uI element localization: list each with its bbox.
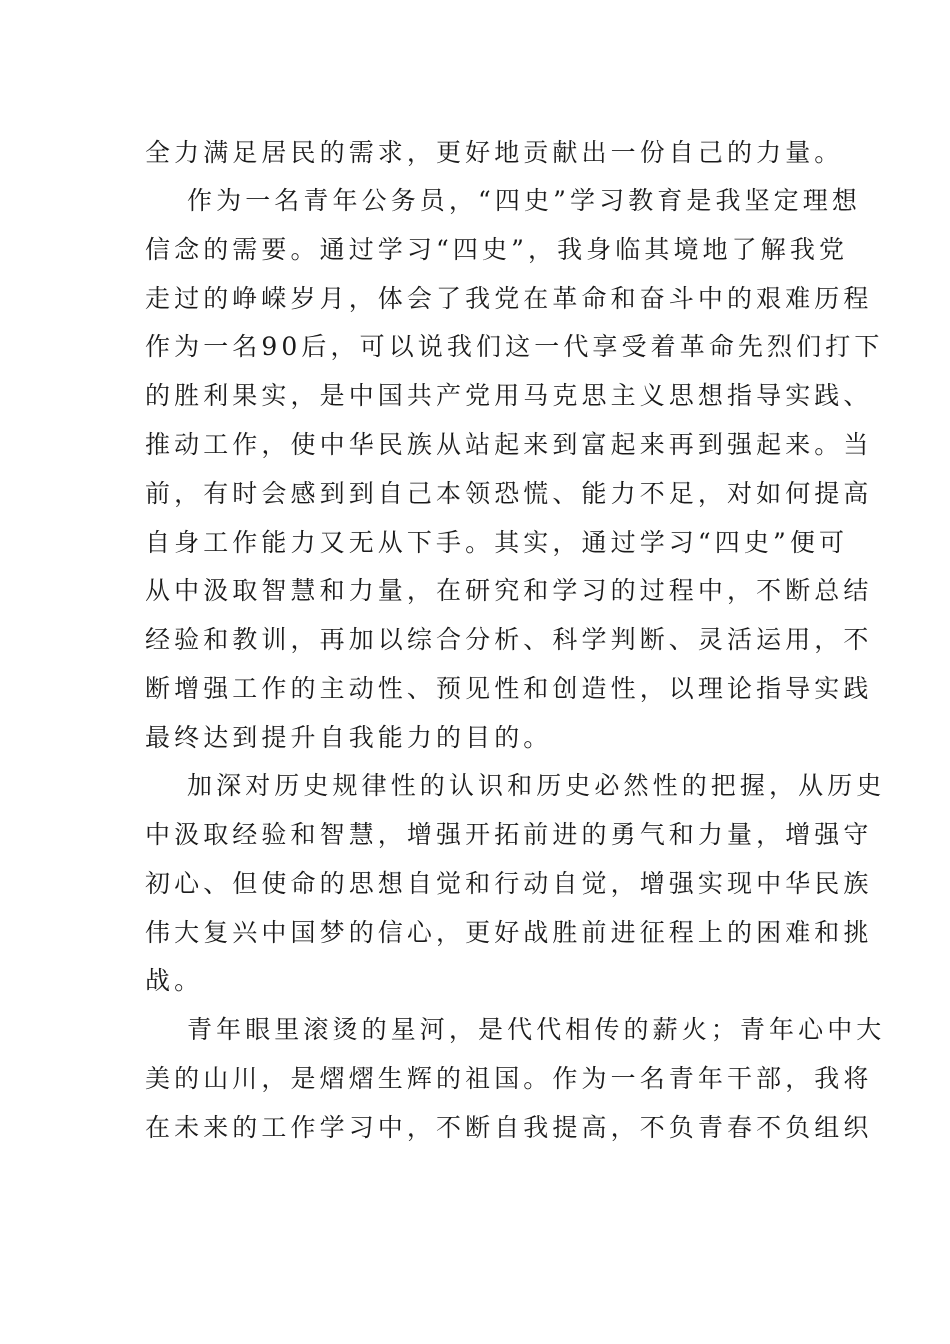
paragraph-first-line: 青年眼里滚烫的星河，是代代相传的薪火；青年心中大 [187, 1015, 886, 1044]
text-line: 断增强工作的主动性、预见性和创造性，以理论指导实践 [145, 674, 873, 703]
text-line: 美的山川，是熠熠生辉的祖国。作为一名青年干部，我将 [145, 1064, 873, 1093]
text-line: 初心、但使命的思想自觉和行动自觉，增强实现中华民族 [145, 869, 873, 898]
text-line: 最终达到提升自我能力的目的。 [145, 723, 553, 752]
text-line: 信念的需要。通过学习“四史”，我身临其境地了解我党 [145, 235, 849, 264]
text-line: 战。 [145, 966, 204, 995]
text-line: 作为一名90后，可以说我们这一代享受着革命先烈们打下 [145, 332, 884, 361]
text-line: 中汲取经验和智慧，增强开拓前进的勇气和力量，增强守 [145, 820, 873, 849]
paragraph-first-line: 作为一名青年公务员，“四史”学习教育是我坚定理想 [187, 186, 861, 215]
text-line: 前，有时会感到到自己本领恐慌、能力不足，对如何提高 [145, 479, 873, 508]
text-line: 自身工作能力又无从下手。其实，通过学习“四史”便可 [145, 528, 849, 557]
text-line: 走过的峥嵘岁月，体会了我党在革命和奋斗中的艰难历程 [145, 284, 873, 313]
text-line: 从中汲取智慧和力量，在研究和学习的过程中，不断总结 [145, 576, 873, 605]
text-line: 全力满足居民的需求，更好地贡献出一份自己的力量。 [145, 138, 844, 167]
text-line: 推动工作，使中华民族从站起来到富起来再到强起来。当 [145, 430, 873, 459]
text-line: 在未来的工作学习中，不断自我提高，不负青春不负组织 [145, 1113, 873, 1142]
text-line: 伟大复兴中国梦的信心，更好战胜前进征程上的困难和挑 [145, 918, 873, 947]
text-line: 经验和教训，再加以综合分析、科学判断、灵活运用，不 [145, 625, 873, 654]
text-line: 的胜利果实，是中国共产党用马克思主义思想指导实践、 [145, 381, 873, 410]
paragraph-first-line: 加深对历史规律性的认识和历史必然性的把握，从历史 [187, 771, 886, 800]
